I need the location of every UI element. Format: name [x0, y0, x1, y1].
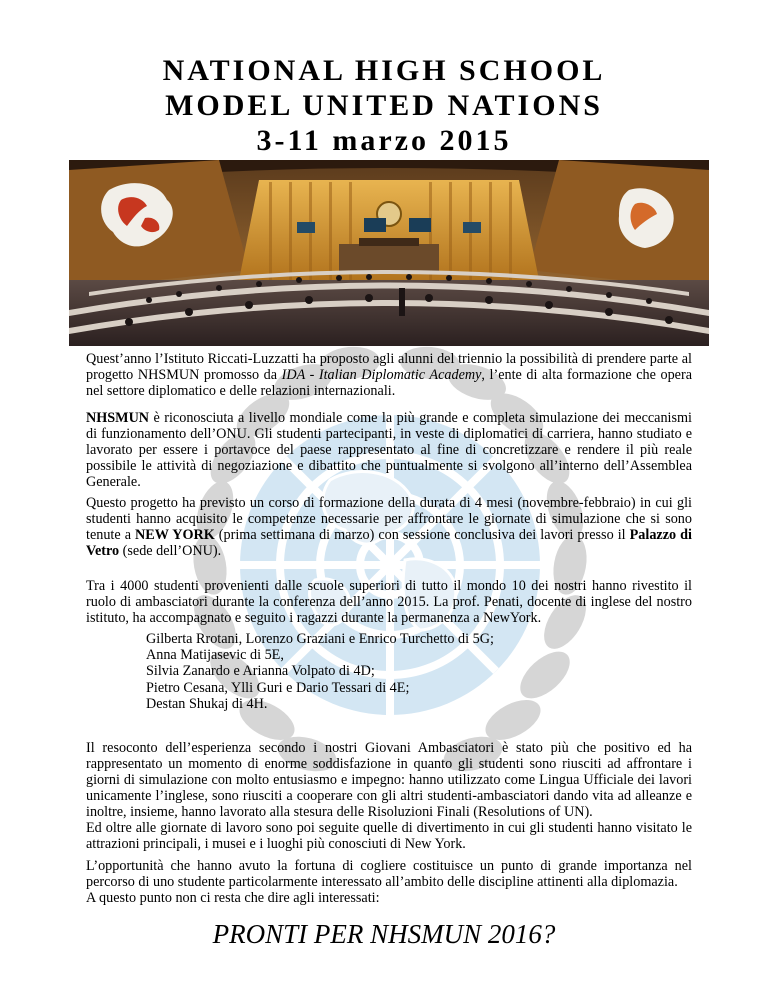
palazzo-di-vetro-bold: Palazzo di Vetro	[86, 527, 692, 559]
paragraph-report	[86, 740, 692, 852]
page-title	[0, 53, 768, 158]
closing-headline: PRONTI PER NHSMUN 2016?	[212, 919, 556, 949]
nhsmun-bold: NHSMUN	[86, 410, 150, 426]
title-line-2: MODEL UNITED NATIONS	[165, 89, 603, 122]
student-names-list	[146, 631, 494, 712]
paragraph-students: Tra i 4000 studenti provenienti dalle scuole superiori di tutto il mondo 10 dei nostri hanno rivestito il ruolo di ambasciatori durante la conferenza dell’anno 2015. La prof. Penati, docente di inglese del nostro istituto, ha accompagnato e seguito i ragazzi durante la permanenza a NewYork.	[86, 578, 692, 626]
list-item: Anna Matijasevic di 5E,	[146, 647, 284, 664]
un-general-assembly-hall-photo	[69, 160, 709, 346]
list-item: Silvia Zanardo e Arianna Volpato di 4D;	[146, 663, 375, 680]
paragraph-course-text-end: (sede dell’ONU).	[119, 543, 222, 559]
paragraph-opportunity-text-2: A questo punto non ci resta che dire agli interessati:	[86, 890, 380, 906]
paragraph-course-text: Questo progetto ha previsto un corso di formazione della durata di 4 mesi (novembre-febbraio) in cui gli studenti hanno acquisito le competenze necessarie per affrontare le giornate di simulazione che si sono tenute a	[86, 495, 692, 543]
paragraph-nhsmun	[86, 410, 692, 490]
title-line-1: NATIONAL HIGH SCHOOL	[162, 54, 606, 87]
paragraph-course-text-mid: (prima settimana di marzo) con sessione conclusiva dei lavori presso il	[214, 527, 630, 543]
ida-academy-name: IDA - Italian Diplomatic Academy	[281, 367, 482, 383]
paragraph-nhsmun-text: è riconosciuta a livello mondiale come la più grande e completa simulazione dei meccanismi di funzionamento dell’ONU. Gli studenti partecipanti, in veste di diplomatici di carriera, hanno studiato e lavorato per essere i portavoce del paese rappresentato al fine di concretizzare e rendere il più reale possibile le attività di negoziazione e dibattito che puntualmente si svolgono all’interno dell’Assemblea Generale.	[86, 410, 692, 490]
list-item: Destan Shukaj di 4H.	[146, 695, 268, 712]
paragraph-report-text: Il resoconto dell’esperienza secondo i nostri Giovani Ambasciatori è stato più che positivo ed ha rappresentato un momento di enorme soddisfazione in quanto gli studenti sono riusciti ad affrontare i giorni di simulazione con molto entusiasmo e impegno: hanno utilizzato come Lingua Ufficiale dei lavori unicamente l’inglese, sono riusciti a cooperare con gli altri studenti-ambasciatori dando vita ad alleanze e inoltre, insieme, hanno lavorato alla stesura delle Risoluzioni Finali (Resolutions of UN).	[86, 740, 692, 820]
paragraph-intro-text-end: , l’ente di alta formazione che opera nel settore diplomatico e delle relazioni internazionali.	[86, 367, 692, 399]
paragraph-report-text-2: Ed oltre alle giornate di lavoro sono poi seguite quelle di divertimento in cui gli studenti hanno visitato le attrazioni principali, i musei e i luoghi più conosciuti di New York.	[86, 820, 692, 852]
paragraph-opportunity	[86, 858, 692, 906]
list-item: Pietro Cesana, Ylli Guri e Dario Tessari di 4E;	[146, 679, 410, 696]
paragraph-course	[86, 495, 692, 559]
title-line-3: 3-11 marzo 2015	[256, 124, 512, 157]
paragraph-intro-text: Quest’anno l’Istituto Riccati-Luzzatti ha proposto agli alunni del triennio la possibilità di prendere parte al progetto NHSMUN promosso da	[86, 351, 692, 383]
un-emblem-watermark-icon	[155, 330, 625, 800]
list-item: Gilberta Rrotani, Lorenzo Graziani e Enrico Turchetto di 5G;	[146, 631, 494, 647]
paragraph-opportunity-text: L’opportunità che hanno avuto la fortuna di cogliere costituisce un punto di grande importanza nel percorso di uno studente particolarmente interessato all’ambito delle discipline attinenti alla diplomazia.	[86, 858, 692, 890]
new-york-bold: NEW YORK	[135, 527, 215, 543]
paragraph-intro	[86, 351, 692, 399]
